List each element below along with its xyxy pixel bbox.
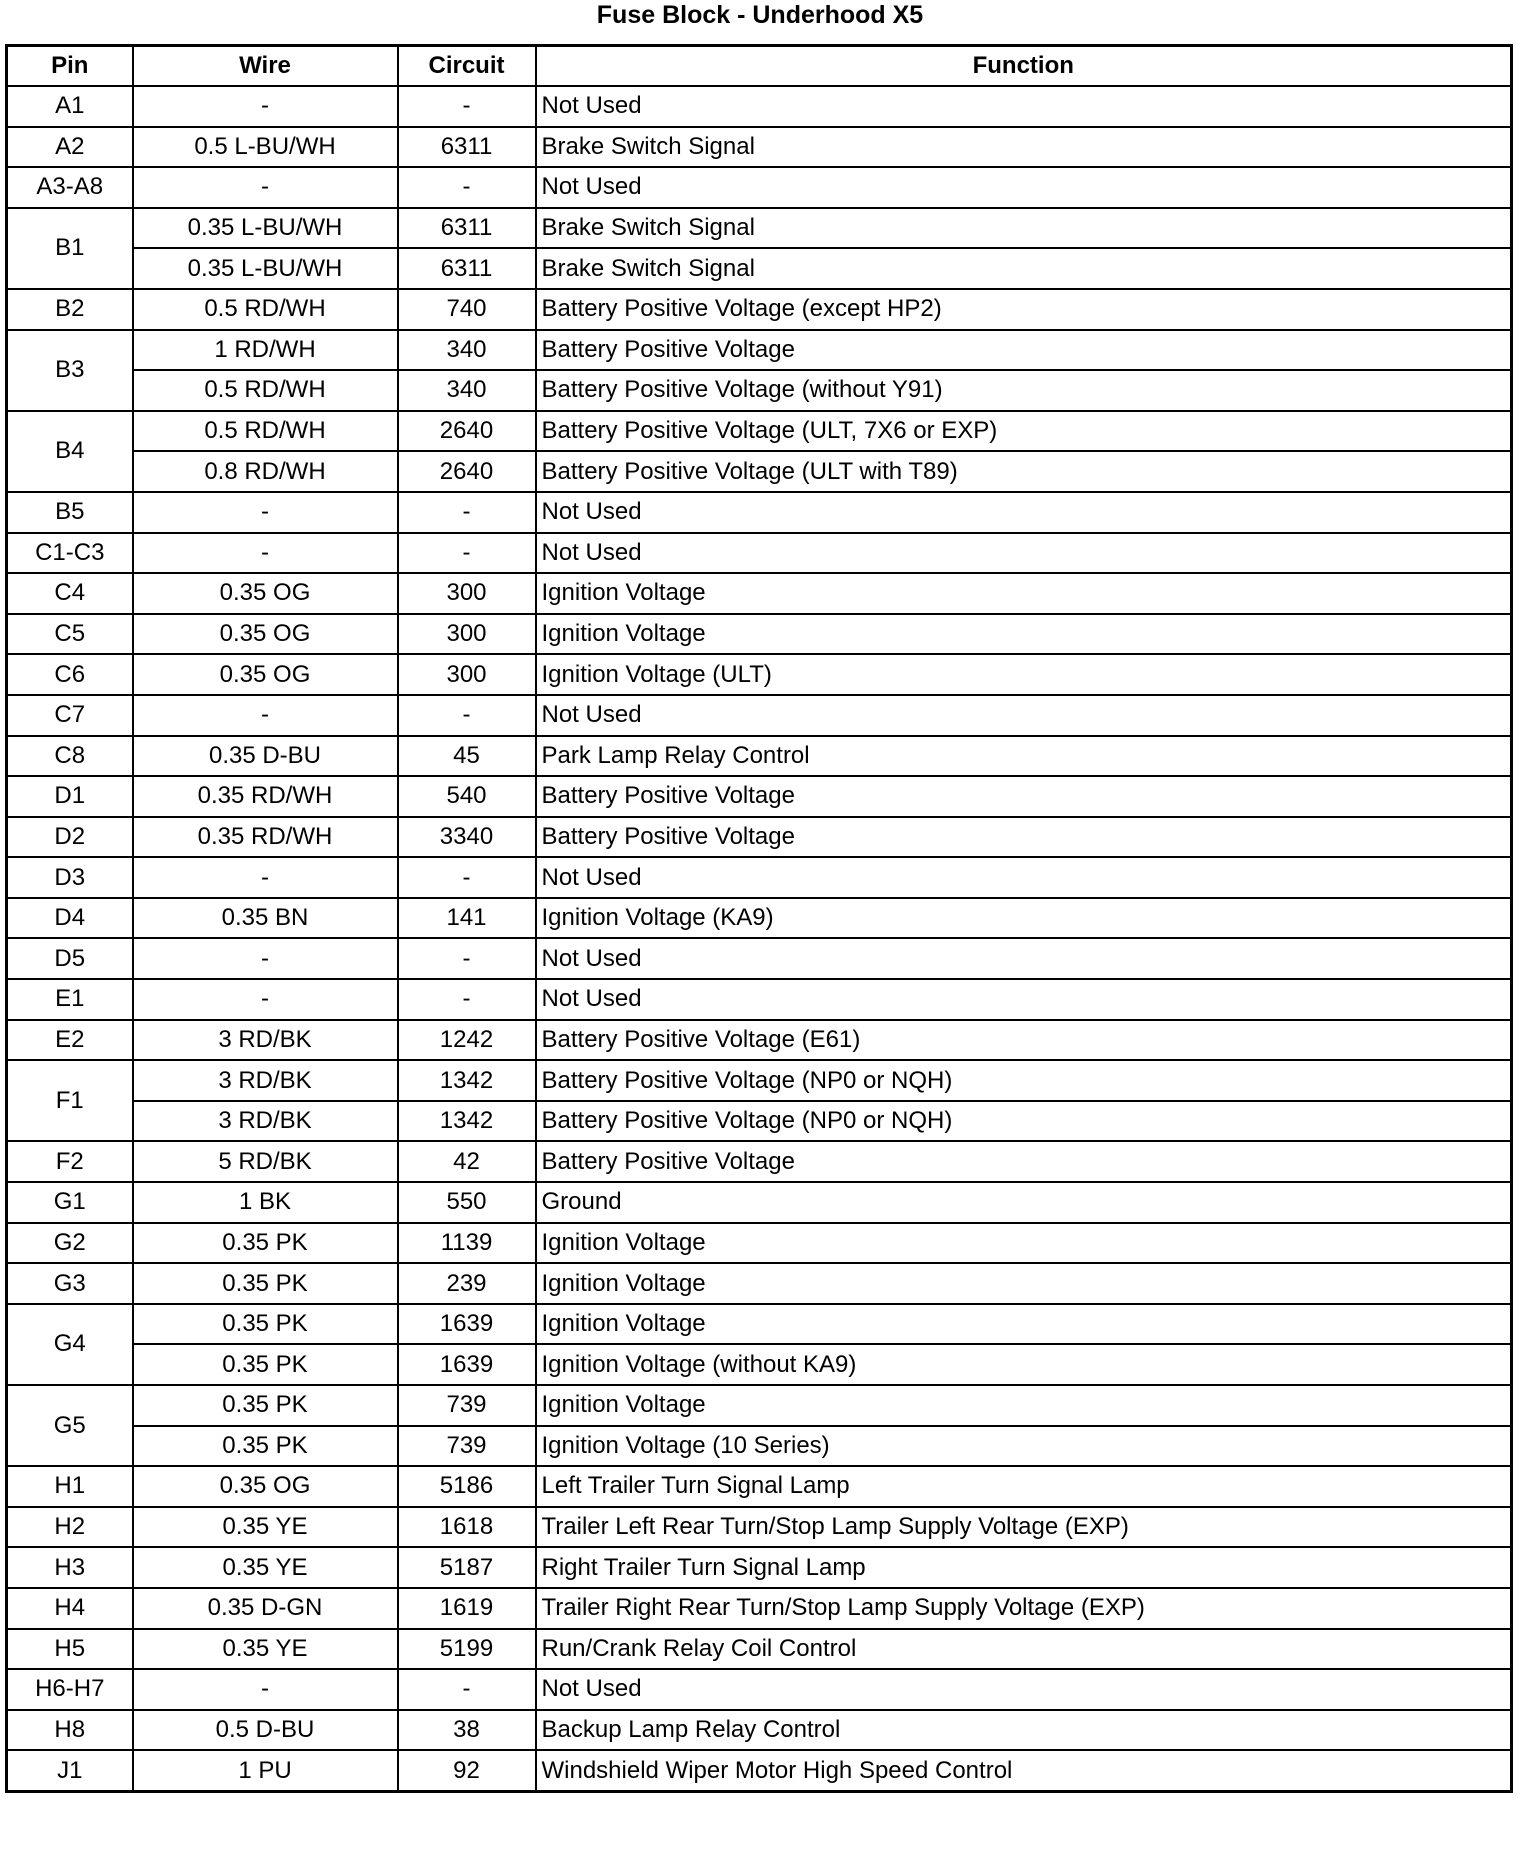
table-row [7,411,1512,452]
wire-cell: 0.35 YE [133,1507,398,1548]
pin-cell: G3 [7,1263,133,1304]
circuit-cell: 1342 [398,1060,536,1101]
function-cell: Trailer Right Rear Turn/Stop Lamp Supply Voltage (EXP) [536,1588,1512,1629]
wire-cell: 0.5 RD/WH [133,411,398,452]
circuit-cell: 300 [398,573,536,614]
table-row [7,1750,1512,1791]
table-row [7,1101,1512,1142]
pin-cell: F2 [7,1141,133,1182]
wire-cell: 1 PU [133,1750,398,1791]
circuit-cell: - [398,533,536,574]
header-row [7,46,1512,87]
function-cell: Battery Positive Voltage (ULT with T89) [536,451,1512,492]
table-row [7,330,1512,371]
function-cell: Ignition Voltage [536,1385,1512,1426]
function-cell: Battery Positive Voltage (without Y91) [536,370,1512,411]
circuit-cell: - [398,979,536,1020]
page-title: Fuse Block - Underhood X5 [596,1,924,29]
wire-cell: - [133,695,398,736]
header-pin: Pin [7,46,133,87]
wire-cell: 0.35 PK [133,1385,398,1426]
table-row [7,573,1512,614]
wire-cell: 0.35 D-GN [133,1588,398,1629]
pin-cell: D2 [7,817,133,858]
function-cell: Ignition Voltage [536,1263,1512,1304]
function-cell: Battery Positive Voltage [536,330,1512,371]
circuit-cell: - [398,86,536,127]
table-row [7,208,1512,249]
function-cell: Run/Crank Relay Coil Control [536,1629,1512,1670]
table-row [7,1426,1512,1467]
pin-cell: H4 [7,1588,133,1629]
circuit-cell: - [398,492,536,533]
pin-cell: D5 [7,938,133,979]
pin-cell: G1 [7,1182,133,1223]
circuit-cell: 1139 [398,1223,536,1264]
table-row [7,1588,1512,1629]
pin-cell: D4 [7,898,133,939]
table-row [7,1669,1512,1710]
function-cell: Windshield Wiper Motor High Speed Control [536,1750,1512,1791]
circuit-cell: - [398,167,536,208]
pin-cell: H3 [7,1547,133,1588]
function-cell: Not Used [536,695,1512,736]
wire-cell: - [133,492,398,533]
circuit-cell: 340 [398,330,536,371]
header-circuit: Circuit [398,46,536,87]
wire-cell: - [133,1669,398,1710]
circuit-cell: 5186 [398,1466,536,1507]
table-row [7,1385,1512,1426]
pin-cell: C5 [7,614,133,655]
table-row [7,1710,1512,1751]
table-row [7,1020,1512,1061]
function-cell: Brake Switch Signal [536,127,1512,168]
pin-cell: B5 [7,492,133,533]
circuit-cell: 6311 [398,208,536,249]
function-cell: Not Used [536,857,1512,898]
table-row [7,736,1512,777]
function-cell: Battery Positive Voltage (ULT, 7X6 or EXP) [536,411,1512,452]
table-row [7,1466,1512,1507]
function-cell: Battery Positive Voltage (E61) [536,1020,1512,1061]
circuit-cell: 1639 [398,1304,536,1345]
table-row [7,979,1512,1020]
pin-cell: B3 [7,330,133,411]
wire-cell: 0.35 PK [133,1304,398,1345]
table-row [7,1060,1512,1101]
circuit-cell: 38 [398,1710,536,1751]
pin-cell: E1 [7,979,133,1020]
table-row [7,776,1512,817]
circuit-cell: 540 [398,776,536,817]
function-cell: Ignition Voltage (ULT) [536,654,1512,695]
table-row [7,1141,1512,1182]
pin-cell: D3 [7,857,133,898]
function-cell: Battery Positive Voltage [536,817,1512,858]
circuit-cell: 92 [398,1750,536,1791]
circuit-cell: 5199 [398,1629,536,1670]
wire-cell: 1 BK [133,1182,398,1223]
function-cell: Ignition Voltage (KA9) [536,898,1512,939]
table-row [7,127,1512,168]
wire-cell: 0.5 L-BU/WH [133,127,398,168]
function-cell: Ignition Voltage [536,1304,1512,1345]
wire-cell: 0.35 BN [133,898,398,939]
table-row [7,1263,1512,1304]
circuit-cell: 550 [398,1182,536,1223]
wire-cell: 1 RD/WH [133,330,398,371]
circuit-cell: 45 [398,736,536,777]
table-row [7,1629,1512,1670]
circuit-cell: - [398,1669,536,1710]
wire-cell: 0.35 PK [133,1344,398,1385]
function-cell: Battery Positive Voltage (NP0 or NQH) [536,1060,1512,1101]
table-row [7,614,1512,655]
circuit-cell: - [398,938,536,979]
function-cell: Not Used [536,979,1512,1020]
wire-cell: 0.35 OG [133,614,398,655]
wire-cell: - [133,533,398,574]
wire-cell: 0.5 D-BU [133,1710,398,1751]
circuit-cell: 1619 [398,1588,536,1629]
function-cell: Not Used [536,86,1512,127]
table-row [7,1182,1512,1223]
wire-cell: 5 RD/BK [133,1141,398,1182]
circuit-cell: 739 [398,1426,536,1467]
pin-cell: H6-H7 [7,1669,133,1710]
wire-cell: 0.35 OG [133,1466,398,1507]
circuit-cell: 739 [398,1385,536,1426]
table-row [7,248,1512,289]
circuit-cell: 6311 [398,248,536,289]
wire-cell: - [133,938,398,979]
function-cell: Battery Positive Voltage (NP0 or NQH) [536,1101,1512,1142]
function-cell: Not Used [536,167,1512,208]
pin-cell: G2 [7,1223,133,1264]
table-row [7,370,1512,411]
function-cell: Ignition Voltage [536,614,1512,655]
table-row [7,1304,1512,1345]
table-row [7,1344,1512,1385]
table-row [7,857,1512,898]
wire-cell: 0.35 PK [133,1223,398,1264]
table-row [7,492,1512,533]
table-row [7,898,1512,939]
wire-cell: 0.35 RD/WH [133,817,398,858]
header-function: Function [536,46,1512,87]
pin-cell: A3-A8 [7,167,133,208]
pin-cell: G5 [7,1385,133,1466]
circuit-cell: 300 [398,654,536,695]
wire-cell: 0.35 YE [133,1629,398,1670]
pin-cell: F1 [7,1060,133,1141]
pin-cell: H1 [7,1466,133,1507]
circuit-cell: 2640 [398,451,536,492]
table-row [7,1223,1512,1264]
function-cell: Not Used [536,533,1512,574]
circuit-cell: 141 [398,898,536,939]
table-row [7,695,1512,736]
table-row [7,1507,1512,1548]
table-header [7,46,1512,87]
circuit-cell: 2640 [398,411,536,452]
pin-cell: B1 [7,208,133,289]
pin-cell: A1 [7,86,133,127]
wire-cell: 0.35 OG [133,573,398,614]
pin-cell: C8 [7,736,133,777]
pin-cell: H2 [7,1507,133,1548]
function-cell: Trailer Left Rear Turn/Stop Lamp Supply Voltage (EXP) [536,1507,1512,1548]
table-row [7,86,1512,127]
wire-cell: 0.35 L-BU/WH [133,248,398,289]
wire-cell: 0.35 PK [133,1263,398,1304]
circuit-cell: 42 [398,1141,536,1182]
pin-cell: G4 [7,1304,133,1385]
wire-cell: 3 RD/BK [133,1020,398,1061]
pin-cell: C6 [7,654,133,695]
pin-cell: C1-C3 [7,533,133,574]
function-cell: Right Trailer Turn Signal Lamp [536,1547,1512,1588]
table-row [7,451,1512,492]
function-cell: Park Lamp Relay Control [536,736,1512,777]
pinout-table [5,44,1513,1793]
circuit-cell: 1242 [398,1020,536,1061]
function-cell: Ignition Voltage (without KA9) [536,1344,1512,1385]
function-cell: Left Trailer Turn Signal Lamp [536,1466,1512,1507]
table-row [7,289,1512,330]
pin-cell: J1 [7,1750,133,1791]
circuit-cell: 1639 [398,1344,536,1385]
table-row [7,1547,1512,1588]
function-cell: Battery Positive Voltage [536,776,1512,817]
wire-cell: - [133,86,398,127]
table-row [7,817,1512,858]
circuit-cell: - [398,857,536,898]
circuit-cell: 740 [398,289,536,330]
function-cell: Backup Lamp Relay Control [536,1710,1512,1751]
pin-cell: D1 [7,776,133,817]
circuit-cell: 1342 [398,1101,536,1142]
header-wire: Wire [133,46,398,87]
circuit-cell: 239 [398,1263,536,1304]
table-row [7,167,1512,208]
pin-cell: C7 [7,695,133,736]
wire-cell: 3 RD/BK [133,1101,398,1142]
function-cell: Ground [536,1182,1512,1223]
pin-cell: B4 [7,411,133,492]
wire-cell: 0.35 YE [133,1547,398,1588]
function-cell: Ignition Voltage [536,1223,1512,1264]
pin-cell: B2 [7,289,133,330]
function-cell: Ignition Voltage (10 Series) [536,1426,1512,1467]
circuit-cell: 340 [398,370,536,411]
pin-cell: H8 [7,1710,133,1751]
table-row [7,533,1512,574]
circuit-cell: 5187 [398,1547,536,1588]
wire-cell: 0.5 RD/WH [133,370,398,411]
wire-cell: - [133,857,398,898]
wire-cell: 0.35 OG [133,654,398,695]
function-cell: Brake Switch Signal [536,208,1512,249]
pin-cell: E2 [7,1020,133,1061]
circuit-cell: 300 [398,614,536,655]
function-cell: Not Used [536,1669,1512,1710]
function-cell: Brake Switch Signal [536,248,1512,289]
pin-cell: A2 [7,127,133,168]
circuit-cell: 3340 [398,817,536,858]
wire-cell: 0.35 RD/WH [133,776,398,817]
wire-cell: 0.35 D-BU [133,736,398,777]
function-cell: Ignition Voltage [536,573,1512,614]
wire-cell: 0.8 RD/WH [133,451,398,492]
circuit-cell: 6311 [398,127,536,168]
wire-cell: 0.35 L-BU/WH [133,208,398,249]
wire-cell: 3 RD/BK [133,1060,398,1101]
wire-cell: - [133,979,398,1020]
pin-cell: C4 [7,573,133,614]
function-cell: Not Used [536,938,1512,979]
table-row [7,654,1512,695]
pin-cell: H5 [7,1629,133,1670]
wire-cell: 0.35 PK [133,1426,398,1467]
function-cell: Battery Positive Voltage (except HP2) [536,289,1512,330]
circuit-cell: 1618 [398,1507,536,1548]
function-cell: Not Used [536,492,1512,533]
wire-cell: - [133,167,398,208]
table-row [7,938,1512,979]
wire-cell: 0.5 RD/WH [133,289,398,330]
table-body [7,86,1512,1791]
circuit-cell: - [398,695,536,736]
function-cell: Battery Positive Voltage [536,1141,1512,1182]
